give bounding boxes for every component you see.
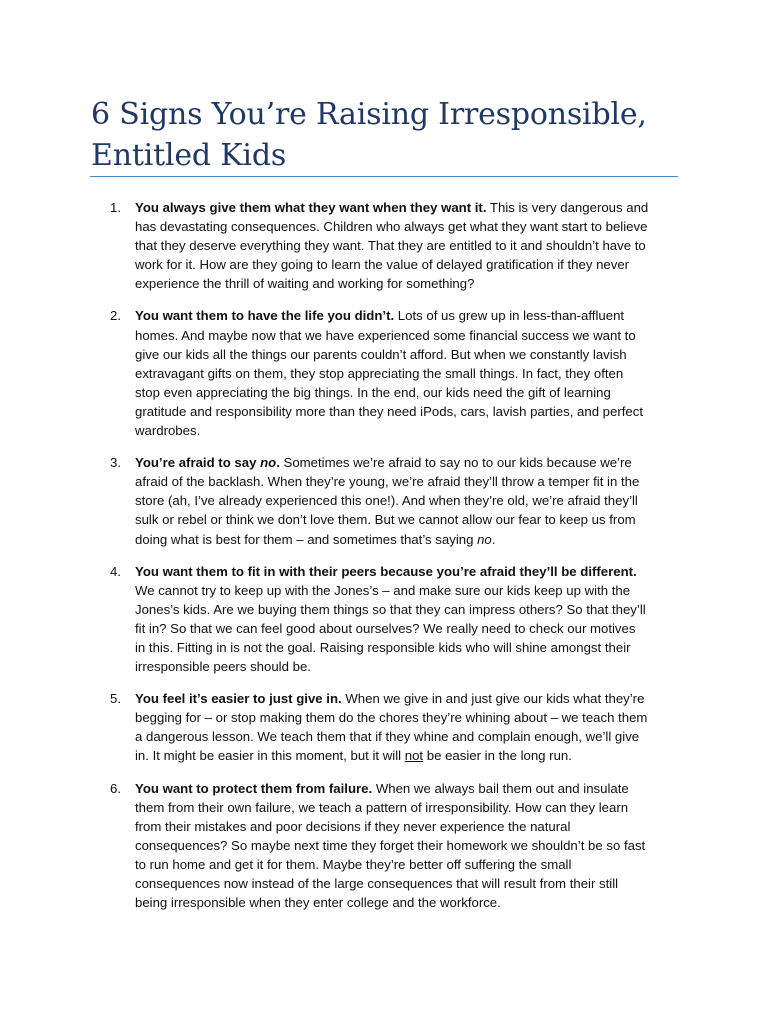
- item-number: 3.: [110, 455, 121, 471]
- item-number: 2.: [110, 308, 121, 324]
- item-text-end: .: [491, 531, 496, 547]
- item-text-end: be easier in the long run.: [423, 748, 572, 764]
- item-lead-emphasis: no: [260, 455, 277, 471]
- item-lead: You want them to fit in with their peers because you’re afraid they’ll be different.: [135, 563, 637, 579]
- item-number: 1.: [110, 200, 121, 215]
- item-text: We cannot try to keep up with the Jones’s – and make sure our kids keep up with the Jones’s kids. Are we buying them things so that they can impress others? So that they’ll fit in? So that we can feel good about ourselves? We really need to check our motives in this. Fitting in is not the goal. Raising responsible kids who will shine amongst their irresponsible peers should be.: [135, 582, 646, 675]
- item-number: 6.: [110, 780, 121, 796]
- list-item: [0, 453, 649, 548]
- item-lead: You want them to have the life you didn’t.: [135, 308, 395, 324]
- page-title: 6 Signs You’re Raising Irresponsible, Entitled Kids: [91, 97, 647, 173]
- item-lead: You always give them what they want when they want it.: [135, 200, 487, 215]
- item-number: 4.: [110, 563, 121, 579]
- item-text: When we always bail them out and insulate them from their own failure, we teach a pattern of irresponsibility. How can they learn from their mistakes and poor decisions if they never experience the natural consequences? So maybe next time they forget their homework we shouldn’t be so fast to run home and get it for them. Maybe they’re better off suffering the small consequences now instead of the large consequences that will result from their still being irresponsible when they enter college and the workforce.: [135, 780, 646, 911]
- signs-list: [0, 198, 768, 925]
- item-number: 5.: [110, 691, 121, 707]
- list-item: [0, 689, 649, 765]
- list-item: [0, 198, 649, 293]
- list-item: [0, 562, 649, 677]
- item-text: Sometimes we’re afraid to say no to our kids because we’re afraid of the backlash. When they’re young, we’re afraid they’ll throw a temper fit in the store (ah, I’ve already experienced this one!). And when they’re old, we’re afraid they’ll sulk or rebel or think we don’t love them. But we cannot allow our fear to keep us from doing what is best for them – and sometimes that’s saying: [135, 455, 640, 547]
- list-item: [0, 306, 649, 440]
- item-text-underlined: not: [404, 748, 424, 764]
- item-text: When we give in and just give our kids what they’re begging for – or stop making them do the chores they’re whining about – we teach them a dangerous lesson. We teach them that if they whine and complain enough, we’ll give in. It might be easier in this moment, but it will: [135, 691, 648, 764]
- title-underline-rule: [90, 176, 678, 177]
- item-text: Lots of us grew up in less-than-affluent homes. And maybe now that we have experienced some financial success we want to give our kids all the things our parents couldn’t afford. But when we constantly lavish extravagant gifts on them, they stop appreciating the small things. In fact, they often stop even appreciating the big things. In the end, our kids need the gift of learning gratitude and responsibility more than they need iPods, cars, lavish parties, and perfect wardrobes.: [135, 308, 644, 439]
- item-text-emphasis: no: [477, 531, 492, 547]
- item-lead-part: You’re afraid to say: [135, 455, 261, 471]
- item-lead: [135, 455, 280, 470]
- item-lead: You want to protect them from failure.: [135, 780, 373, 796]
- list-item: [0, 779, 649, 913]
- item-lead: You feel it’s easier to just give in.: [135, 691, 342, 707]
- item-lead-part: .: [276, 455, 280, 471]
- item-text: This is very dangerous and has devastating consequences. Children who always get what they want start to believe that they deserve everything they want. That they are entitled to it and shouldn’t have to work for it. How are they going to learn the value of delayed gratification if they never experience the thrill of waiting and working for something?: [135, 200, 649, 292]
